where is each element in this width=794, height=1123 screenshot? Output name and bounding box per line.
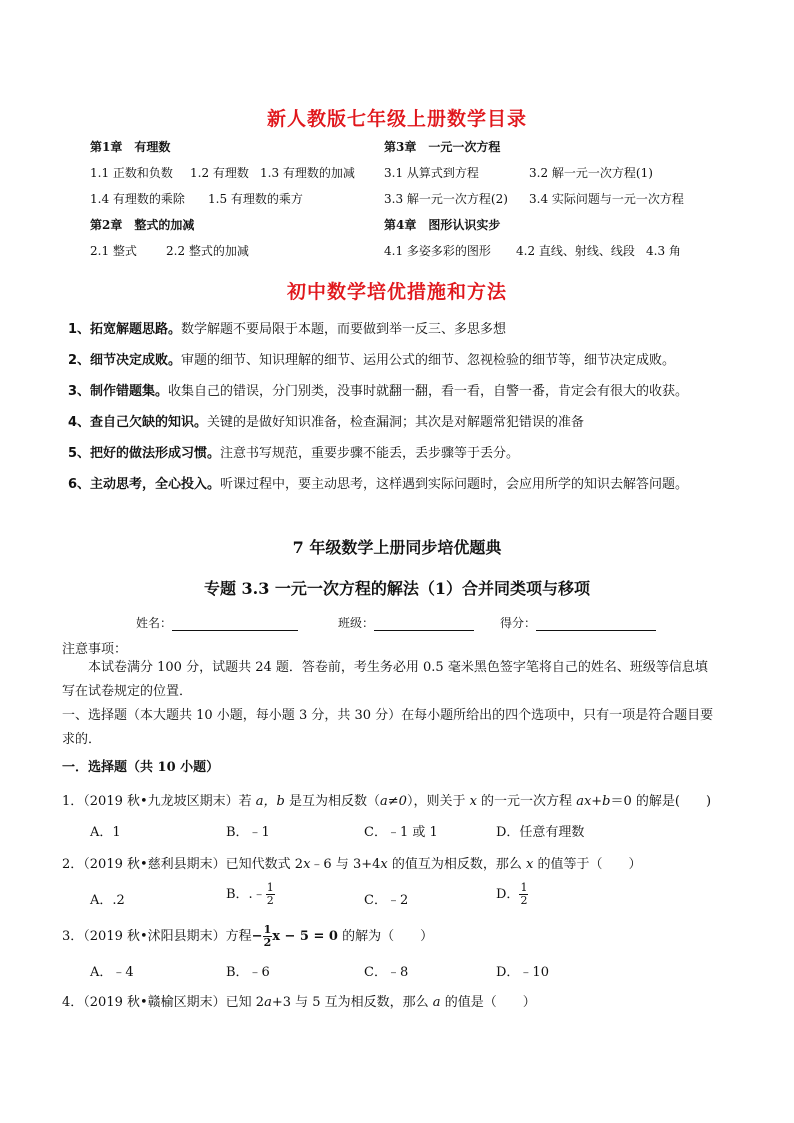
class-field <box>338 614 474 631</box>
q2-var-x2: x <box>380 857 388 872</box>
method-body: 关键的是做好知识准备，检查漏洞；其次是对解题常犯错误的准备 <box>207 415 585 430</box>
q4-var-a2: a <box>432 995 441 1010</box>
q2-option-b-fraction <box>266 882 275 907</box>
q1-stem-a: 1．（2019 秋•九龙坡区期末）若 <box>62 794 256 809</box>
method-body: 听课过程中，要主动思考，这样遇到实际问题时，会应用所学的知识去解答问题。 <box>220 477 689 492</box>
method-body: 审题的细节、知识理解的细节、运用公式的细节、忽视检验的细节等，细节决定成败。 <box>181 353 676 368</box>
fraction-denominator: 2 <box>266 894 274 907</box>
q4-stem-b: +3 与 5 互为相反数，那么 <box>271 995 433 1010</box>
q1-option-c[interactable]: C．﹣1 或 1 <box>364 825 438 840</box>
method-head: 4、查自己欠缺的知识。 <box>68 415 208 430</box>
q1-option-b[interactable]: B．﹣1 <box>226 825 270 840</box>
exam-title: 7 年级数学上册同步培优题典 <box>292 538 502 557</box>
question-3 <box>62 924 433 949</box>
q3-option-c[interactable]: C．﹣8 <box>364 965 409 980</box>
q3-option-a[interactable]: A．﹣4 <box>90 965 134 980</box>
notice-text: 本试卷满分 100 分，试题共 24 题．答卷前，考生务必用 0.5 毫米黑色签字笔将自己的姓名、班级等信息填写在试卷规定的位置． <box>62 660 708 699</box>
toc-item: 2.2 整式的加减 <box>166 244 249 258</box>
method-item-1 <box>68 318 758 337</box>
toc-item: 4.3 角 <box>646 244 681 258</box>
toc-item: 4.1 多姿多彩的图形 <box>384 244 491 258</box>
method-item-6 <box>68 473 758 492</box>
toc-item: 4.2 直线、射线、线段 <box>516 244 635 258</box>
q3-equation: x − 5 = 0 <box>272 929 338 944</box>
q4-stem-a: 4．（2019 秋•赣榆区期末）已知 2 <box>62 995 265 1010</box>
fraction-numerator: 1 <box>266 881 274 894</box>
score-blank[interactable] <box>536 618 656 631</box>
q1-option-a[interactable]: A．1 <box>90 825 121 840</box>
toc-item: 3.4 实际问题与一元一次方程 <box>529 192 684 206</box>
q2-stem-c: 的值互为相反数，那么 <box>387 857 526 872</box>
method-item-4 <box>68 411 758 430</box>
q1-stem-e: ＝0 的解是( ) <box>610 794 712 809</box>
score-field <box>500 614 656 631</box>
q1-stem-c: ），则关于 <box>406 794 470 809</box>
q3-stem-a: 3．（2019 秋•沭阳县期末）方程 <box>62 929 252 944</box>
toc-item: 3.1 从算式到方程 <box>384 166 479 180</box>
method-head: 1、拓宽解题思路。 <box>68 322 182 337</box>
method-body: 数学解题不要局限于本题，而要做到举一反三、多思多想 <box>181 322 507 337</box>
toc-item: 1.3 有理数的加减 <box>260 166 355 180</box>
fraction-denominator: 2 <box>520 894 528 907</box>
q2-stem-b: ﹣6 与 3+4 <box>310 857 381 872</box>
exam-subtitle: 专题 3.3 一元一次方程的解法（1）合并同类项与移项 <box>203 579 591 598</box>
chapter-4-title: 第4章 图形认识实步 <box>384 218 501 232</box>
q1-condition: a≠0 <box>380 794 407 809</box>
toc-item: 2.1 整式 <box>90 244 137 258</box>
q1-stem-d: 的一元一次方程 <box>476 794 577 809</box>
q2-option-d[interactable] <box>496 882 528 907</box>
notice-label: 注意事项： <box>62 642 128 657</box>
name-field <box>136 614 298 631</box>
q3-stem-b: 的解为（ ） <box>337 929 434 944</box>
fraction-numerator: 1 <box>520 881 528 894</box>
method-head: 5、把好的做法形成习惯。 <box>68 446 221 461</box>
method-head: 6、主动思考，全心投入。 <box>68 477 221 492</box>
q1-option-d[interactable]: D．任意有理数 <box>496 825 585 840</box>
toc-item: 1.4 有理数的乘除 <box>90 192 185 206</box>
method-item-2 <box>68 349 758 368</box>
q2-option-d-label: D． <box>496 887 520 902</box>
question-1 <box>62 790 711 809</box>
name-label: 姓名： <box>136 616 173 630</box>
q2-stem-d: 的值等于（ ） <box>533 857 642 872</box>
class-label: 班级： <box>338 616 375 630</box>
q2-option-b[interactable] <box>226 882 275 907</box>
name-blank[interactable] <box>172 618 298 631</box>
method-item-3 <box>68 380 758 399</box>
method-head: 2、细节决定成败。 <box>68 353 182 368</box>
q1-var-ab: a，b <box>255 794 285 809</box>
q3-option-d[interactable]: D．﹣10 <box>496 965 549 980</box>
q2-option-a[interactable]: A．.2 <box>90 893 125 908</box>
q2-stem-a: 2．（2019 秋•慈利县期末）已知代数式 2 <box>62 857 304 872</box>
section-heading: 一．选择题（共 10 小题） <box>62 760 220 775</box>
score-label: 得分： <box>500 616 537 630</box>
toc-item: 3.3 解一元一次方程(2) <box>384 192 508 206</box>
q3-option-b[interactable]: B．﹣6 <box>226 965 270 980</box>
q3-minus: − <box>251 929 263 944</box>
fraction-denominator: 2 <box>263 936 272 949</box>
chapter-3-title: 第3章 一元一次方程 <box>384 140 501 154</box>
toc-item: 1.1 正数和负数 <box>90 166 173 180</box>
toc-item: 1.2 有理数 <box>190 166 249 180</box>
q2-option-d-fraction <box>519 882 528 907</box>
chapter-2-title: 第2章 整式的加减 <box>90 218 195 232</box>
q1-equation: ax+b <box>576 794 611 809</box>
chapter-1-title: 第1章 有理数 <box>90 140 171 154</box>
toc-title: 新人教版七年级上册数学目录 <box>266 108 527 130</box>
q3-fraction <box>263 924 273 949</box>
q2-option-b-label: B．.﹣ <box>226 887 266 902</box>
q2-option-c[interactable]: C．﹣2 <box>364 893 409 908</box>
section-intro: 一、选择题（本大题共 10 小题，每小题 3 分，共 30 分）在每小题所给出的四个选项中，只有一项是符合题目要求的． <box>62 708 714 747</box>
method-item-5 <box>68 442 758 461</box>
q1-var-x: x <box>469 794 477 809</box>
q2-var-x3: x <box>526 857 534 872</box>
fraction-numerator: 1 <box>263 923 272 936</box>
toc-item: 1.5 有理数的乘方 <box>208 192 303 206</box>
q4-var-a: a <box>264 995 272 1010</box>
toc-item: 3.2 解一元一次方程(1) <box>529 166 653 180</box>
method-body: 收集自己的错误，分门别类，没事时就翻一翻，看一看，自警一番，肯定会有很大的收获。 <box>168 384 689 399</box>
question-4 <box>62 991 536 1010</box>
question-2 <box>62 853 641 872</box>
method-head: 3、制作错题集。 <box>68 384 169 399</box>
method-body: 注意书写规范，重要步骤不能丢，丢步骤等于丢分。 <box>220 446 520 461</box>
class-blank[interactable] <box>374 618 474 631</box>
methods-title: 初中数学培优措施和方法 <box>286 281 507 303</box>
q1-stem-b: 是互为相反数（ <box>284 794 381 809</box>
q2-var-x: x <box>303 857 311 872</box>
q4-stem-c: 的值是（ ） <box>440 995 536 1010</box>
